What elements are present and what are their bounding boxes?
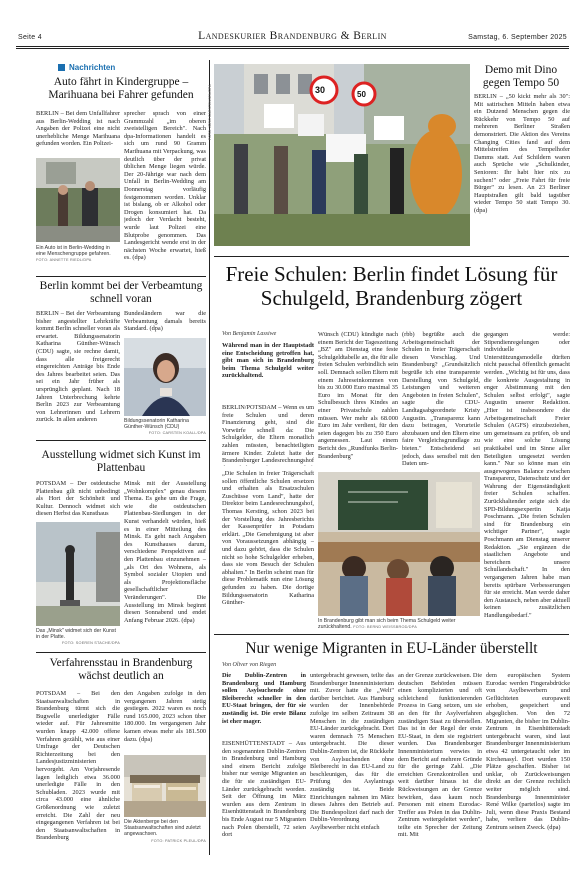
ausstellung-caption: Das „Minsk" widmet sich der Kunst in der Platte. FOTO: SOEREN STACHE/DPA: [36, 628, 120, 646]
migranten-body-col4: dem europäischen System Eurodac werden Fingerabdrücke von Asylbewerbern und Geflüchteten europaweit erhoben, gespeichert und abgeglichen. Von den 72 Migranten, die bisher im Dublin-Zentrum in Eisenhüttenstadt untergebracht waren, sind laut Brandenburger Innenministerium etwa 42 untergetaucht oder im Kirchenasyl. Dort wurden 150 Plätze geschaffen. Bisher ist unklar, ob Zurückweisungen direkt an der Grenze rechtlich weiter möglich sind. Brandenburgs Innenminister René Wilke (parteilos) sagte im Juli, wenn diese Praxis Bestand habe, verliere das Dublin-Zentrum seinen Zweck. (dpa): [486, 672, 570, 831]
schulen-body-col5: gegangen werde: Stipendienregelungen oder individuelle Unterstützungsmodelle dürften nicht pauschal öffentlich gemacht werden. „Wichtig ist für uns, dass die konkrete Ausgestaltung in enger Abstimmung mit den Schulen selbst erfolgt", sagte Augustin unserer Redaktion. „Hier ist insbesondere die Arbeitsgemeinschaft Freier Schulen (AGFS) einzubeziehen, um gemeinsam zu prüfen, ob und wie eine solche Lösung praktikabel und im Sinne aller Beteiligten umgesetzt werden kann." Nur so könne man ein ausgewogenes Balance zwischen Transparenz, Datenschutz und der Wahrung der Eigenständigkeit freier Schulen schaffen. Zurückhaltender zeigte sich die SPD-Bildungsexpertin Katja Poschmann. „Die freien Schulen sind für Brandenburg ein wichtiger Partner", sagte Poschmann am Dienstag unserer Redaktion. „Sie ergänzen die staatlichen Angebote und bereichern unsere Schullandschaft." In den vergangenen Jahren habe man bereits spürbare Verbesserungen für sie erreicht. Man werde daher den Austausch, neben aber aktuell keinen zusätzlichen Handlungsbedarf.": [484, 331, 570, 619]
ausstellung-headline: Ausstellung widmet sich Kunst im Plattenbau: [41, 449, 201, 474]
kita-body-col2: sprecher sprach von einer Grammzahl „im oberen zweistelligen Bereich". Nach dpa-Informationen handelt es sich um rund 90 Gramm Marihuana mit Verpackung, was deutlich über der privat üblichen Menge liegen würde. Der 20-Jährige war nach dem Unfall in Berlin-Wedding am Donnerstag vorläufig festgenommen worden. Unklar ist bislang, ob er Alkohol oder Drogen konsumiert hat. Da jedoch der Verdacht besteht, wurde laut Polizei eine Blutprobe genommen. Das Landesgericht wende erst in der nächsten Woche erwartet, hieß es. (dpa): [124, 110, 206, 262]
verfahren-body-col1: POTSDAM – Bei den Staatsanwaltschaften in Brandenburg türmt sich die Bugwelle unerledigter Fälle wieder auf. Für Jahresmitte wurden knapp 42.000 offene Verfahren gezählt, wie aus einer Umfrage der Deutschen Richterzeitung bei den Landesjustizministerien hervorgeht. Am Vorjahresende lagen lediglich etwa 36.000 unerledigte Fälle in den Schubladen. 2023 wurde mit circa 43.000 eine ähnliche Größenordnung wie zuletzt erreicht. Die Zahl der neu eingegangenen Verfahren ist bei den Staatsanwaltschaften in Brandenburg: [36, 690, 120, 842]
schulen-photo-credit: FOTO: BERND WEISSBROD/DPA: [353, 625, 417, 630]
migranten-body-col2: untergebracht gewesen, teilte das Brandenburger Innenministerium mit. Zuvor hatte die „Welt" darüber berichtet. Aus Hamburg wurden der Innenbehörde zufolge im selben Zeitraum 38 Menschen in die zuständigen EU-Länder zurückgebracht. Dort waren demnach 75 Menschen untergebracht. Die dieser Dublin-Zentren ist, die Rückkehr von Asylsuchenden ohne Bleiberecht in das EU-Land zu beschleunigen, das für die Prüfung des Asylantrags zuständig ist. Beide Einrichtungen nahmen im März dieses Jahres den Betrieb auf. Die Bundespolizei darf nach der Dublin-Verordnung Asylbewerber nicht einfach: [310, 672, 394, 831]
divider: [214, 634, 569, 635]
migranten-author: Von Oliver von Riegen: [222, 662, 277, 668]
verfahren-body-col2: den Angaben zufolge in den vergangenen Jahren stetig gestiegen. 2022 waren es noch rund 165.000, 2023 schon über 180.000. Im vergangenen Jahr kamen etwas mehr als 181.500 dazu. (dpa): [124, 690, 206, 743]
masthead: Landeskurier Brandenburg & Berlin: [198, 30, 387, 42]
tempo-headline: Demo mit Dino gegen Tempo 50: [482, 64, 560, 89]
ausstellung-photo-credit: FOTO: SOEREN STACHE/DPA: [62, 641, 120, 646]
divider: [36, 440, 206, 441]
verfahren-headline: Verfahrensstau in Brandenburg wächst deutlich an: [49, 657, 193, 682]
sign-speed-50: 50: [357, 90, 366, 99]
migranten-body-col1: EISENHÜTTENSTADT – Aus den sogenannten Dublin-Zentren in Brandenburg und Hamburg sind einem Bericht zufolge bisher nur wenige Migranten an die für sie zuständigen EU-Länder zurückgebracht worden. Seit der Öffnung im März wurden aus dem Zentrum in Eisenhüttenstadt in Brandenburg bis Ende August nur 5 Migranten nach Polen überstellt, 72 seien dort: [222, 740, 306, 839]
schulen-caption: In Brandenburg gibt man sich beim Thema Schulgeld weiter zurückhaltend. FOTO: BERND WEISSBROD/DPA: [318, 618, 456, 631]
verbeamtung-headline: Berlin kommt bei der Verbeamtung schnell voran: [39, 280, 203, 305]
schulen-body-col2: „Die Schulen in freier Trägerschaft sollen öffentliche Schulen ersetzen und erhalten als Ersatzschulen Zuschüsse vom Land", hatte der Direktor beim Landesrechnungshof, Thomas Kersting, schon 2023 bei der Vorstellung des Jahresberichts der Kassenprüfer in Potsdam erklärt. „Die Genehmigung ist aber von Voraussetzungen abhängig – und dazu gehört, dass die Schulen nicht so hohe Schulgelder erheben, dass sie vom Besuch der Schulen abhalten." In Berlin scheint man für diese Problematik nun eine Lösung gefunden zu haben. Die dortige Bildungssenatorin Katharina Günther-: [222, 470, 314, 607]
header-rule-thin: [16, 48, 569, 49]
migranten-headline: Nur wenige Migranten in EU-Länder überstellt: [245, 640, 538, 657]
page-number: Seite 4: [18, 34, 42, 41]
ausstellung-photo: [36, 522, 120, 626]
schulen-lead: Während man in der Hauptstadt eine Entscheidung getroffen hat, gibt man sich in Brandenburg beim Thema Schulgeld weiter zurückhaltend.: [222, 342, 314, 380]
schulen-author: Von Benjamin Lassiwe: [222, 331, 277, 337]
tempo-body: BERLIN – „50 kickt mehr als 30": Mit satirischen Mitteln haben etwa ein Dutzend Menschen gegen die Rückkehr von Tempo 50 auf mehreren Berliner Straßen demonstriert. Die Aktion des Vereins Changing Cities fand auf dem Mittelstreifen des Tempelhofer Damms statt. Auf Schildern waren auch Sprüche wie „Schulkinder, Senioren: Ihr habt hier nix zu suchen!" oder „Freie Fahrt für freie Bürger" zu lesen. An 23 Berliner Hauptstraßen gilt bald tagsüber wieder Tempo 50 statt Tempo 30. (dpa): [474, 93, 570, 214]
verbeamtung-photo: [124, 338, 206, 416]
tempo-photo: [214, 64, 470, 246]
migranten-lead: Die Dublin-Zentren in Brandenburg und Hamburg sollen Asylsuchende ohne Bleiberecht schneller in den EU-Staat bringen, der für sie zuständig ist. Die erste Bilanz ist eher mager.: [222, 672, 306, 725]
section-marker-icon: [58, 64, 65, 71]
header-rule: [16, 46, 569, 47]
schulen-body-col1: BERLIN/POTSDAM – Wenn es um freie Schulen und deren Finanzierung geht, sind die Vorwürfe schnell da: Die Schulgelder, die Eltern monatlich zahlen müssten, benachteiligten ärmere Kinder. Zuletzt hatte der Brandenburger Landesrechnungshof: [222, 404, 314, 465]
ausstellung-body-col1: POTSDAM – Der ostdeutsche Plattenbau gilt nicht unbedingt als Hort der Schönheit und Kultur. Dennoch widmet sich diesen Herbst das Kunsthaus: [36, 480, 120, 518]
divider: [36, 276, 206, 277]
schulen-body-col4: (rbb) begrüßte auch die Arbeitsgemeinschaft der Schulen in freier Trägerschaft diesen Vorschlag. Und Brandenburg? „Grundsätzlich begrüße ich eine transparente Darstellung von Schulgeld, Leistungen und weiteren Angeboten in freien Schulen", sagte die CDU-Landtagsabgeordnete Kristy Augustin. „Transparenz kann dazu beitragen, Vorurteile abzubauen und den Eltern eine faire Vergleichsgrundlage zu bieten." Entscheidend sei jedoch, dass sensibel mit den Daten um-: [402, 331, 480, 468]
migranten-body-col3: an der Grenze zurückweisen. Die deutschen Behörden müssen einen komplizierten und oft schleichend funktionierenden Prozess in Gang setzen, um sie an den für ihr Asylverfahren zuständigen Staat zu überstellen. Das ist in der Regel der erste EU-Staat, in dem sie registriert wurden. Das Brandenburger Innenministerium verwies in dem Bericht auf mehrere Gründe für die geringe Zahl. „Die erreichten Grenzkontrollen und weit darüber hinaus ist die Rückweisungen an der Grenze bewirken, dass kaum noch Personen mit einem Eurodac-Treffer aus Polen in das Dublin-Zentrum weitergeleitet werden", teilte ein Sprecher der Zeitung mit. Mit: [398, 672, 482, 839]
schulen-photo: [318, 472, 480, 616]
section-label-text: Nachrichten: [69, 63, 116, 72]
section-label: [58, 63, 115, 72]
kita-photo-credit: FOTO: ANNETTE RIEDL/DPA: [36, 258, 92, 263]
kita-caption: Ein Auto ist in Berlin-Wedding in eine Menschengruppe gefahren. FOTO: ANNETTE RIEDL/DPA: [36, 245, 111, 263]
divider: [214, 256, 569, 257]
sign-speed-30: 30: [315, 85, 326, 95]
issue-date: Samstag, 6. September 2025: [468, 34, 567, 41]
verbeamtung-caption: Bildungssenatorin Katharina Günther-Wünsch (CDU) FOTO: CARSTEN KOALL/DPA: [124, 418, 206, 436]
tempo-photo-credit: FOTO: JÖRG CARSTENSEN/DPA: [208, 84, 212, 140]
kita-body-col1: BERLIN – Bei dem Unfallfahrer aus Berlin-Wedding ist nach Angaben der Polizei eine nicht unerhebliche Menge Marihuana gefunden worden. Ein Polizei-: [36, 110, 120, 148]
verfahren-photo-credit: FOTO: PATRICK PLEUL/DPA: [151, 838, 206, 843]
verbeamtung-body-col1: BERLIN – Bei der Verbeamtung bisher angestellter Lehrkräfte kommt Berlin schneller voran als erwartet. Bildungssenatorin Katharina Günther-Wünsch (CDU) sagte, sie rechne damit, dass alle freigerecht eingereichten Anträge bis Ende des Jahres bearbeitet seien. Das sei ein Jahr früher als ursprünglich geplant. Nach 18 Jahren Unterbrechung kehrte Berlin 2023 zur Verbeamtung von Lehrerinnen und Lehrern zurück. In allen anderen: [36, 310, 120, 424]
ausstellung-body-col2: Minsk mit der Ausstellung „Wohnkomplex" genau diesem Thema. Es gehe um die Frage, wie die ostdeutschen Plattenbau-Siedlungen in der Kunst verhandelt würden, hieß es in einer Mitteilung des Minsk. Es geht nach Angaben des Kunsthauses darum, verschiedene Perspektiven auf den Plattenbau einzunehmen – „als Ort des Wohnens, als Symbol sozialer Utopien und als Projektionsfläche gesellschaftlicher Veränderungen". Die Ausstellung im Minsk beginnt diesen Sonnabend und endet Anfang Februar 2026. (dpa): [124, 480, 206, 624]
divider: [36, 652, 206, 653]
verfahren-caption: Die Aktenberge bei den Staatsanwaltschaften sind zuletzt angewachsen. FOTO: PATRICK PLEUL/DPA: [124, 819, 206, 843]
schulen-headline: Freie Schulen: Berlin findet Lösung für Schulgeld, Brandenburg zögert: [225, 262, 558, 310]
column-divider: [209, 60, 210, 855]
verfahren-photo: [124, 755, 206, 817]
verbeamtung-body-col2: Bundesländern war die Verbeamtung damals bereits Standard. (dpa): [124, 310, 206, 333]
verbeamtung-photo-credit: FOTO: CARSTEN KOALL/DPA: [148, 431, 206, 436]
kita-headline: Auto fährt in Kindergruppe – Marihuana bei Fahrer gefunden: [48, 76, 194, 101]
schulen-body-col3: Wünsch (CDU) kündigte nach einem Bericht der Tageszeitung „BZ" am Dienstag eine feste Schulgeldtabelle an, die für alle freien Schulen verbindlich sein soll. Demnach sollen Eltern mit einem Jahreseinkommen von bis zu 30.000 Euro maximal 35 Euro im Monat für den Schulbesuch ihres Kindes an einer Privatschule zahlen müssen. Wer mehr als 68.000 Euro im Jahr verdient, für den seien dagegen bis zu 350 Euro angemessen. Laut einem Bericht des „Rundfunks Berlin-Brandenburg": [318, 331, 398, 460]
kita-photo: [36, 158, 120, 242]
